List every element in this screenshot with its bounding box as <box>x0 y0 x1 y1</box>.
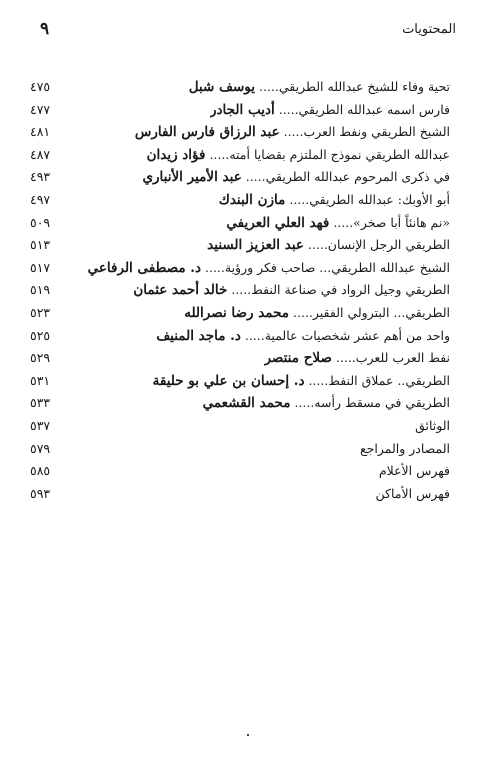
toc-entry[interactable] <box>30 144 450 167</box>
entry-title: الوثائق <box>415 417 450 433</box>
entry-text <box>133 279 450 302</box>
toc-entry[interactable] <box>30 347 450 370</box>
entry-text <box>147 144 450 167</box>
entry-title: واحد من أهم عشر شخصيات عالمية..... <box>240 327 450 343</box>
toc-entry[interactable] <box>30 370 450 393</box>
entry-text <box>415 415 450 438</box>
entry-text <box>88 257 450 280</box>
entry-title: نفط العرب للعرب..... <box>331 350 450 366</box>
toc-entry[interactable] <box>30 76 450 99</box>
entry-author: فؤاد زيدان <box>146 146 206 163</box>
entry-author: د. ماجد المنيف <box>156 327 241 344</box>
entry-page: ٥٨٥ <box>30 463 51 479</box>
toc-entry[interactable] <box>30 212 450 235</box>
entry-page: ٥١٩ <box>30 282 51 298</box>
entry-author: عبد الرزاق فارس الفارس <box>134 124 280 141</box>
entry-author: صلاح منتصر <box>264 350 332 367</box>
entry-author: محمد رضا نصرالله <box>184 304 290 321</box>
page-number: ٩ <box>40 19 50 39</box>
entry-text <box>264 347 450 370</box>
entry-author: محمد القشعمي <box>202 395 291 412</box>
toc-entry[interactable] <box>30 279 450 302</box>
entry-title: في ذكرى المرحوم عبدالله الطريقي..... <box>241 169 450 185</box>
entry-title: فهرس الأعلام <box>378 463 450 479</box>
entry-author: د. مصطفى الرفاعي <box>87 259 202 276</box>
entry-title: فارس اسمه عبدالله الطريقي..... <box>274 101 450 117</box>
entry-title: المصادر والمراجع <box>359 440 450 456</box>
header-title: المحتويات <box>402 22 456 37</box>
entry-title: الطريقي الرجل الإنسان..... <box>303 237 450 253</box>
entry-page: ٥٢٩ <box>30 350 51 366</box>
entry-text <box>189 76 450 99</box>
entry-author: يوسف شبل <box>188 79 256 95</box>
entry-author: عبد العزيز السنيد <box>207 237 304 254</box>
toc-entry[interactable] <box>30 166 450 189</box>
entry-title: الشيخ الطريقي ونفط العرب..... <box>279 124 450 140</box>
entry-text <box>184 302 450 325</box>
entry-text <box>379 460 450 483</box>
toc-entry[interactable] <box>30 460 450 483</box>
entry-author: مازن البندك <box>218 191 286 208</box>
entry-page: ٤٧٥ <box>30 79 51 94</box>
entry-title: عبدالله الطريقي نموذج الملتزم بقضايا أمته..... <box>205 146 450 162</box>
entry-title: الطريقي.. عملاق النفط..... <box>304 372 450 388</box>
entry-author: خالد أحمد عثمان <box>133 282 228 299</box>
entry-page: ٥٢٥ <box>30 327 51 343</box>
entry-text <box>203 392 450 415</box>
entry-title: الطريقي وجيل الرواد في صناعة النفط..... <box>227 282 450 298</box>
entry-text <box>210 99 450 122</box>
entry-author: فهد العلي العريفي <box>226 214 330 231</box>
entry-page: ٤٨١ <box>30 124 51 140</box>
entry-page: ٥٣٧ <box>30 417 51 433</box>
toc-entry[interactable] <box>30 99 450 122</box>
toc-entry[interactable] <box>30 121 450 144</box>
toc-entry[interactable] <box>30 189 450 212</box>
entry-author: عبد الأمير الأنباري <box>142 169 242 186</box>
entry-author: أديب الجادر <box>210 101 275 118</box>
toc-entry[interactable] <box>30 302 450 325</box>
entry-author: د. إحسان بن علي بو حليقة <box>152 372 305 389</box>
table-of-contents <box>30 76 450 505</box>
entry-page: ٤٩٧ <box>30 191 51 207</box>
entry-page: ٤٨٧ <box>30 146 51 162</box>
entry-text <box>153 370 450 393</box>
entry-page: ٥٣١ <box>30 372 51 388</box>
entry-text <box>142 166 450 189</box>
entry-text <box>156 325 450 348</box>
entry-text <box>360 438 450 461</box>
entry-page: ٥٠٩ <box>30 214 51 230</box>
entry-title: الشيخ عبدالله الطريقي... صاحب فكر ورؤية..... <box>201 259 450 275</box>
entry-page: ٤٩٣ <box>30 169 51 185</box>
entry-title: فهرس الأماكن <box>375 485 450 501</box>
footer-dot <box>247 734 249 736</box>
toc-entry[interactable] <box>30 234 450 257</box>
entry-page: ٥١٣ <box>30 237 51 253</box>
entry-text <box>376 483 450 506</box>
entry-title: الطريقي... البترولي الفقير..... <box>289 304 450 320</box>
entry-page: ٥٩٣ <box>30 485 51 501</box>
entry-page: ٥٢٣ <box>30 304 51 320</box>
toc-entry[interactable] <box>30 257 450 280</box>
entry-title: الطريقي في مسقط رأسه..... <box>290 395 450 411</box>
toc-entry[interactable] <box>30 415 450 438</box>
entry-title: «نم هانئاً أبا صخر»..... <box>329 214 450 230</box>
entry-text <box>135 121 450 144</box>
toc-entry[interactable] <box>30 392 450 415</box>
entry-page: ٥٣٣ <box>30 395 51 411</box>
entry-title: أبو الأوبك: عبدالله الطريقي..... <box>285 191 450 207</box>
toc-entry[interactable] <box>30 325 450 348</box>
entry-text <box>219 189 450 212</box>
entry-page: ٤٧٧ <box>30 101 51 117</box>
entry-title: تحية وفاء للشيخ عبدالله الطريقي..... <box>255 79 450 94</box>
entry-text <box>226 212 450 235</box>
toc-entry[interactable] <box>30 438 450 461</box>
entry-text <box>207 234 450 257</box>
toc-entry[interactable] <box>30 483 450 506</box>
entry-page: ٥٧٩ <box>30 440 51 456</box>
entry-page: ٥١٧ <box>30 259 51 275</box>
page-header <box>40 19 456 44</box>
